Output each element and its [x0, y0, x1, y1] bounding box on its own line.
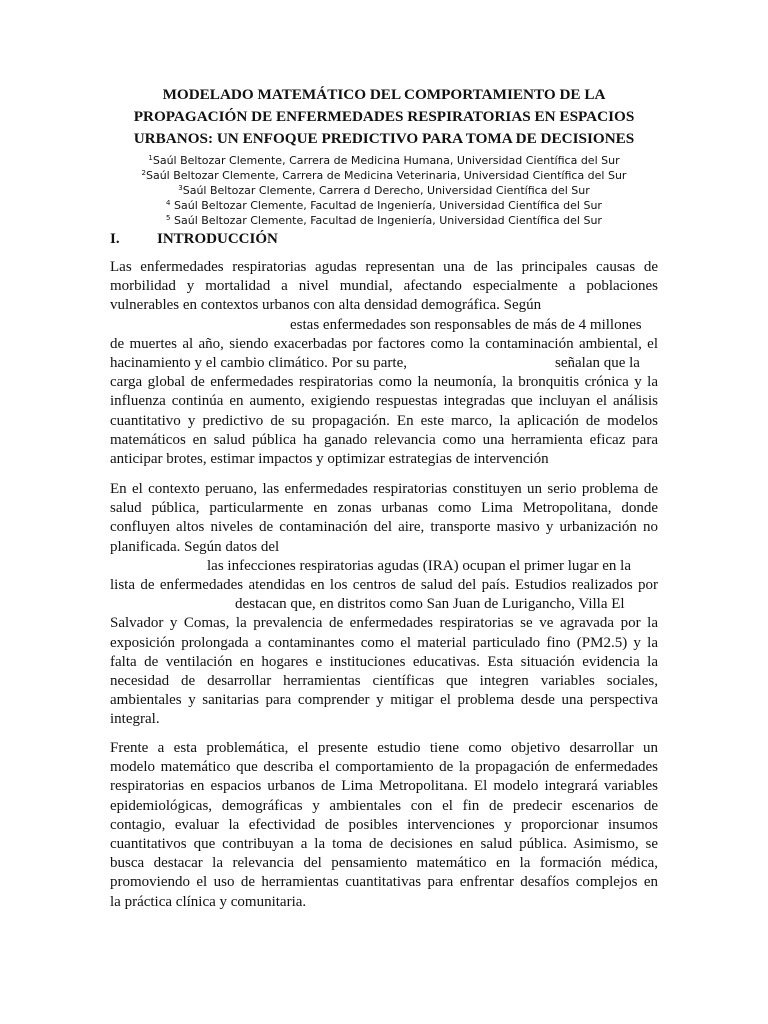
text-line: morbilidad y mortalidad a nivel mundial, afectando especialmente a poblaciones: [110, 278, 658, 295]
section-title: INTRODUCCIÓN: [157, 231, 278, 247]
text-line: vulnerables en contextos urbanos con alta densidad demográfica. Según: [110, 297, 542, 314]
author-superscript: 1: [148, 154, 153, 162]
text-line: carga global de enfermedades respiratorias como la neumonía, la bronquitis crónica y la: [110, 374, 658, 391]
text-line: necesidad de desarrollar herramientas científicas que integren variables sociales,: [110, 673, 658, 690]
title-line: PROPAGACIÓN DE ENFERMEDADES RESPIRATORIAS EN ESPACIOS: [133, 108, 635, 125]
text-fragment: hacinamiento y el cambio climático. Por su parte,: [110, 355, 407, 372]
text-line: las infecciones respiratorias agudas (IRA) ocupan el primer lugar en la: [207, 557, 631, 574]
paragraph-introduccion-1: [110, 258, 658, 469]
author-line: [110, 197, 658, 212]
text-line: integral.: [110, 711, 160, 728]
text-line: [110, 538, 658, 557]
author-text: Saúl Beltozar Clemente, Facultad de Ingeniería, Universidad Científica del Sur: [170, 199, 602, 212]
text-line: Frente a esta problemática, el presente estudio tiene como objetivo desarrollar un: [110, 740, 658, 756]
text-fragment: Según: [184, 538, 222, 555]
author-text: Saúl Beltozar Clemente, Carrera de Medicina Veterinaria, Universidad Científica del Sur: [145, 169, 627, 182]
section-heading: [110, 230, 278, 248]
paper-title: [110, 84, 658, 150]
text-line: ambientales y sanitarias para comprender y mitigar el problema desde una perspectiva: [110, 692, 658, 709]
author-superscript: 3: [178, 184, 183, 192]
text-line: cuantitativo y predictivo de su propagación. En este marco, la aplicación de modelos: [110, 412, 658, 429]
text-line: salud pública, particularmente en zonas urbanas como Lima Metropolitana, donde: [110, 500, 658, 517]
text-line: confluyen altos niveles de contaminación del aire, transporte masivo y urbanización no: [110, 519, 658, 536]
text-fragment: datos: [225, 538, 258, 555]
paragraph-introduccion-2: [110, 480, 658, 730]
text-line: busca destacar la relevancia del pensamiento matemático en la formación médica,: [110, 855, 658, 872]
author-text: Saúl Beltozar Clemente, Carrera d Derecho, Universidad Científica del Sur: [182, 184, 590, 197]
text-fragment: del: [260, 538, 280, 555]
text-line: la práctica clínica y comunitaria.: [110, 893, 307, 910]
title-line: MODELADO MATEMÁTICO DEL COMPORTAMIENTO DE LA: [162, 86, 606, 103]
text-line: exposición prolongada a contaminantes como el material particulado fino (PM2.5) y la: [110, 634, 658, 651]
author-line: [110, 182, 658, 197]
paragraph-introduccion-3: [110, 739, 658, 912]
text-line: modelo matemático que describa el comportamiento de la propagación de enfermedades: [110, 759, 658, 776]
text-line: cuantitativos que contribuyan a la toma de decisiones en salud pública. Asimismo, se: [110, 836, 658, 853]
text-line: influenza continúa en aumento, exigiendo respuestas integradas que incluyan el análisis: [110, 393, 658, 410]
text-line: de muertes al año, siendo exacerbadas por factores como la contaminación ambiental, el: [110, 335, 658, 352]
author-line: [110, 212, 658, 227]
text-line: epidemiológicas, demográficas y ambientales con el fin de predecir escenarios de: [110, 797, 658, 814]
text-line: estas enfermedades son responsables de más de 4 millones: [290, 316, 642, 333]
text-line: matemáticos en salud pública ha ganado relevancia como una herramienta eficaz para: [110, 431, 658, 448]
section-number: I.: [110, 231, 120, 247]
text-line: falta de ventilación en hogares e instituciones educativas. Esta situación evidencia la: [110, 653, 658, 670]
text-line: destacan que, en distritos como San Juan de Lurigancho, Villa El: [235, 596, 625, 613]
text-line: [110, 354, 658, 373]
text-line: lista de enfermedades atendidas en los centros de salud del país. Estudios realizados por: [110, 577, 658, 594]
author-superscript: 2: [141, 169, 146, 177]
text-fragment: planificada.: [110, 538, 181, 555]
text-line: respiratorias en espacios urbanos de Lima Metropolitana. El modelo integrará variables: [110, 778, 658, 795]
text-line: En el contexto peruano, las enfermedades respiratorias constituyen un serio problema de: [110, 481, 658, 497]
author-superscript: 4: [166, 199, 171, 207]
text-line: promoviendo el uso de herramientas cuantitativas para enfrentar desafíos complejos en: [110, 874, 658, 891]
text-line: contagio, evaluar la efectividad de posibles intervenciones y proporcionar insumos: [110, 816, 658, 833]
author-line: [110, 152, 658, 167]
text-line: Las enfermedades respiratorias agudas representan una de las principales causas de: [110, 259, 658, 275]
author-text: Saúl Beltozar Clemente, Carrera de Medicina Humana, Universidad Científica del Sur: [152, 154, 620, 167]
author-line: [110, 167, 658, 182]
author-text: Saúl Beltozar Clemente, Facultad de Ingeniería, Universidad Científica del Sur: [170, 214, 602, 227]
text-line: Salvador y Comas, la prevalencia de enfermedades respiratorias se ve agravada por la: [110, 615, 658, 632]
title-line: URBANOS: UN ENFOQUE PREDICTIVO PARA TOMA DE DECISIONES: [133, 130, 635, 147]
author-superscript: 5: [166, 214, 171, 222]
text-line: anticipar brotes, estimar impactos y optimizar estrategias de intervención: [110, 451, 549, 468]
text-fragment: señalan que la: [555, 355, 640, 372]
author-affiliations: [110, 152, 658, 227]
